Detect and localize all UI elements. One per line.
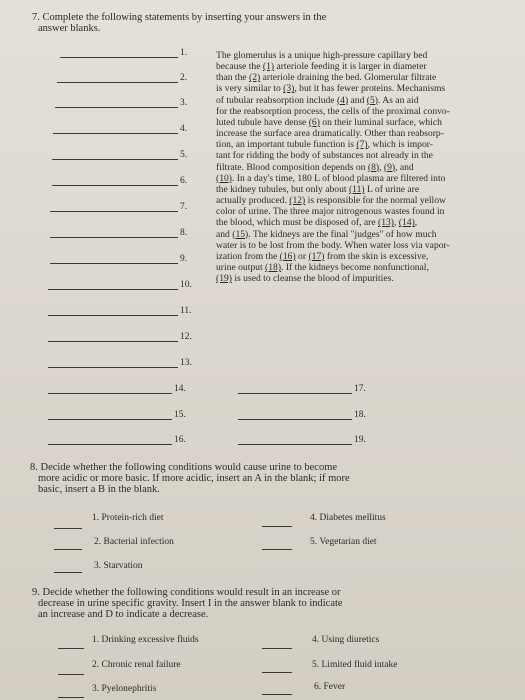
- q9-item-4: 4. Using diuretics: [312, 635, 380, 645]
- q9-heading-line-3: an increase and D to indicate a decrease.: [38, 609, 209, 620]
- q8-answer-blank-2[interactable]: [54, 549, 82, 550]
- blank-marker: (16): [279, 250, 296, 262]
- blank-marker: (5): [366, 94, 378, 106]
- blank-marker: (9): [383, 161, 396, 173]
- passage-line: [216, 184, 516, 195]
- passage-line: [216, 262, 516, 273]
- blank-marker: (3): [283, 83, 295, 95]
- q7-answer-number: 11.: [180, 306, 192, 316]
- passage-line: [216, 150, 516, 161]
- q7-answer-number: 7.: [180, 202, 188, 212]
- passage-text: luted tubule have dense: [216, 116, 309, 128]
- q7-answer-number: 13.: [180, 358, 192, 368]
- q7-answer-blank[interactable]: [48, 419, 172, 420]
- passage-text: L of urine are: [364, 183, 420, 195]
- blank-marker: (14): [398, 217, 415, 229]
- q7-answer-number: 4.: [180, 124, 188, 134]
- q8-answer-blank-4[interactable]: [262, 526, 292, 527]
- q8-heading-line-2: more acidic or more basic. If more acidic, insert an A in the blank; if more: [38, 473, 350, 484]
- q9-item-3: 3. Pyelonephritis: [92, 684, 157, 694]
- passage-text: . In a day's time, 180 L of blood plasma are filtered into: [231, 172, 446, 184]
- blank-marker: (12): [289, 195, 306, 207]
- q7-answer-blank[interactable]: [238, 444, 352, 445]
- q7-answer-number: 6.: [180, 176, 188, 186]
- q8-heading-line-1: 8. Decide whether the following conditions would cause urine to become: [30, 462, 338, 473]
- q7-answer-blank[interactable]: [55, 107, 178, 108]
- passage-text: color of urine. The three major nitrogenous wastes found in: [216, 206, 445, 218]
- q7-answer-blank[interactable]: [57, 82, 178, 83]
- passage-text: . The kidneys are the final "judges" of how much: [248, 228, 437, 240]
- q8-item-5: 5. Vegetarian diet: [310, 537, 377, 547]
- q7-answer-number: 3.: [180, 98, 188, 108]
- blank-marker: (19): [216, 273, 232, 285]
- passage-line: [216, 139, 516, 150]
- passage-text: because the: [216, 61, 263, 73]
- blank-marker: (7): [356, 139, 368, 151]
- passage-text: on their luminal surface, which: [319, 116, 442, 128]
- passage-text: from the skin is excessive,: [324, 250, 429, 262]
- passage-text: ,: [393, 217, 399, 229]
- q7-answer-number: 14.: [174, 384, 186, 394]
- passage-text: increase the surface area dramatically. Other than reabsorp-: [216, 128, 444, 140]
- passage-text: ,: [414, 217, 418, 229]
- q7-passage: [216, 50, 516, 284]
- passage-line: [216, 240, 516, 251]
- passage-text: tion, an important tubule function is: [216, 139, 357, 151]
- q9-item-1: 1. Drinking excessive fluids: [92, 635, 199, 645]
- q9-answer-blank-6[interactable]: [262, 694, 292, 695]
- q9-item-2: 2. Chronic renal failure: [92, 660, 181, 670]
- q7-answer-blank[interactable]: [53, 133, 178, 134]
- passage-text: the kidney tubules, but only about: [216, 183, 349, 195]
- passage-line: [216, 229, 516, 240]
- q7-answer-blank[interactable]: [52, 159, 178, 160]
- q7-heading-line-2: answer blanks.: [38, 23, 101, 34]
- q8-item-2: 2. Bacterial infection: [94, 537, 174, 547]
- q8-answer-blank-3[interactable]: [54, 572, 82, 573]
- q7-answer-blank[interactable]: [48, 393, 172, 394]
- q7-answer-blank[interactable]: [50, 211, 178, 212]
- passage-line: [216, 117, 516, 128]
- q7-answer-blank[interactable]: [48, 444, 172, 445]
- q8-item-1: 1. Protein-rich diet: [92, 513, 164, 523]
- q7-answer-number: 10.: [180, 280, 192, 290]
- q9-item-5: 5. Limited fluid intake: [312, 660, 398, 670]
- passage-text: , which is impor-: [367, 139, 433, 151]
- passage-line: [216, 95, 516, 106]
- blank-marker: (11): [348, 183, 365, 195]
- q9-answer-blank-5[interactable]: [262, 672, 292, 673]
- q7-answer-number: 9.: [180, 254, 188, 264]
- q9-heading-line-2: decrease in urine specific gravity. Insert I in the answer blank to indicate: [38, 598, 343, 609]
- passage-text: urine output: [216, 261, 266, 273]
- passage-text: water is to be lost from the body. When water loss via vapor-: [216, 239, 450, 251]
- q7-answer-blank[interactable]: [60, 57, 178, 58]
- q7-answer-number: 2.: [180, 73, 188, 83]
- passage-line: [216, 206, 516, 217]
- q7-answer-number: 19.: [354, 435, 366, 445]
- passage-text: actually produced.: [216, 195, 290, 207]
- q7-answer-number: 17.: [354, 384, 366, 394]
- q9-answer-blank-1[interactable]: [58, 648, 84, 649]
- passage-text: and: [216, 228, 233, 240]
- passage-line: [216, 61, 516, 72]
- q8-answer-blank-5[interactable]: [262, 549, 292, 550]
- blank-marker: (4): [336, 94, 349, 106]
- passage-line: [216, 83, 516, 94]
- blank-marker: (13): [378, 217, 394, 229]
- passage-line: [216, 128, 516, 139]
- q8-answer-blank-1[interactable]: [54, 528, 82, 529]
- passage-text: and: [348, 94, 367, 106]
- q7-answer-number: 16.: [174, 435, 186, 445]
- passage-line: [216, 173, 516, 184]
- q7-answer-blank[interactable]: [50, 237, 178, 238]
- q9-answer-blank-4[interactable]: [262, 648, 292, 649]
- blank-marker: (2): [249, 72, 261, 84]
- blank-marker: (10): [216, 172, 232, 184]
- q8-item-3: 3. Starvation: [94, 561, 143, 571]
- passage-line: [216, 217, 516, 228]
- q9-answer-blank-3[interactable]: [58, 697, 84, 698]
- blank-marker: (18): [265, 261, 282, 273]
- q9-answer-blank-2[interactable]: [58, 674, 84, 675]
- passage-text: is responsible for the normal yellow: [305, 195, 446, 207]
- q7-answer-blank[interactable]: [52, 185, 178, 186]
- passage-text: is used to cleanse the blood of impurities.: [231, 273, 394, 285]
- passage-text: , but it has fewer proteins. Mechanisms: [294, 83, 446, 95]
- q7-answer-blank[interactable]: [48, 289, 178, 290]
- passage-text: the blood, which must be disposed of, are: [216, 217, 378, 229]
- passage-text: is very similar to: [216, 83, 284, 95]
- q7-answer-number: 5.: [180, 150, 188, 160]
- passage-text: ization from the: [216, 250, 280, 262]
- passage-line: [216, 72, 516, 83]
- q8-heading-line-3: basic, insert a B in the blank.: [38, 484, 160, 495]
- q7-answer-number: 8.: [180, 228, 188, 238]
- q7-answer-number: 1.: [180, 48, 188, 58]
- passage-text: The glomerulus is a unique high-pressure capillary bed: [216, 50, 428, 61]
- q9-heading-line-1: 9. Decide whether the following conditions would result in an increase or: [32, 587, 341, 598]
- q7-answer-blank[interactable]: [238, 419, 352, 420]
- passage-line: [216, 195, 516, 206]
- passage-text: . If the kidneys become nonfunctional,: [281, 261, 429, 273]
- passage-text: or: [295, 250, 309, 262]
- blank-marker: (15): [232, 228, 249, 240]
- q9-item-6: 6. Fever: [314, 682, 346, 692]
- q7-answer-blank[interactable]: [238, 393, 352, 394]
- q7-answer-blank[interactable]: [48, 367, 178, 368]
- q7-answer-blank[interactable]: [50, 263, 178, 264]
- blank-marker: (8): [367, 161, 380, 173]
- q7-heading-line-1: 7. Complete the following statements by inserting your answers in the: [32, 12, 327, 23]
- q7-answer-number: 12.: [180, 332, 192, 342]
- passage-line: [216, 106, 516, 117]
- q7-answer-blank[interactable]: [48, 315, 178, 316]
- blank-marker: (1): [262, 61, 275, 73]
- passage-text: of tubular reabsorption include: [216, 94, 337, 106]
- passage-text: , and: [395, 161, 414, 173]
- passage-line: [216, 162, 516, 173]
- q8-item-4: 4. Diabetes mellitus: [310, 513, 386, 523]
- passage-text: than the: [216, 72, 250, 84]
- passage-text: arteriole draining the bed. Glomerular filtrate: [260, 72, 437, 84]
- blank-marker: (17): [308, 250, 325, 262]
- q7-answer-number: 18.: [354, 410, 366, 420]
- blank-marker: (6): [308, 116, 320, 128]
- q7-answer-number: 15.: [174, 410, 186, 420]
- passage-text: filtrate. Blood composition depends on: [216, 161, 368, 173]
- passage-text: tant for ridding the body of substances not already in the: [216, 150, 433, 162]
- passage-text: arteriole feeding it is larger in diameter: [274, 61, 427, 73]
- passage-text: for the reabsorption process, the cells of the proximal convo-: [216, 105, 450, 117]
- passage-text: . As an aid: [377, 94, 419, 106]
- passage-line: [216, 50, 516, 61]
- passage-text: ,: [379, 161, 384, 173]
- passage-line: [216, 251, 516, 262]
- passage-line: [216, 273, 516, 284]
- q7-answer-blank[interactable]: [48, 341, 178, 342]
